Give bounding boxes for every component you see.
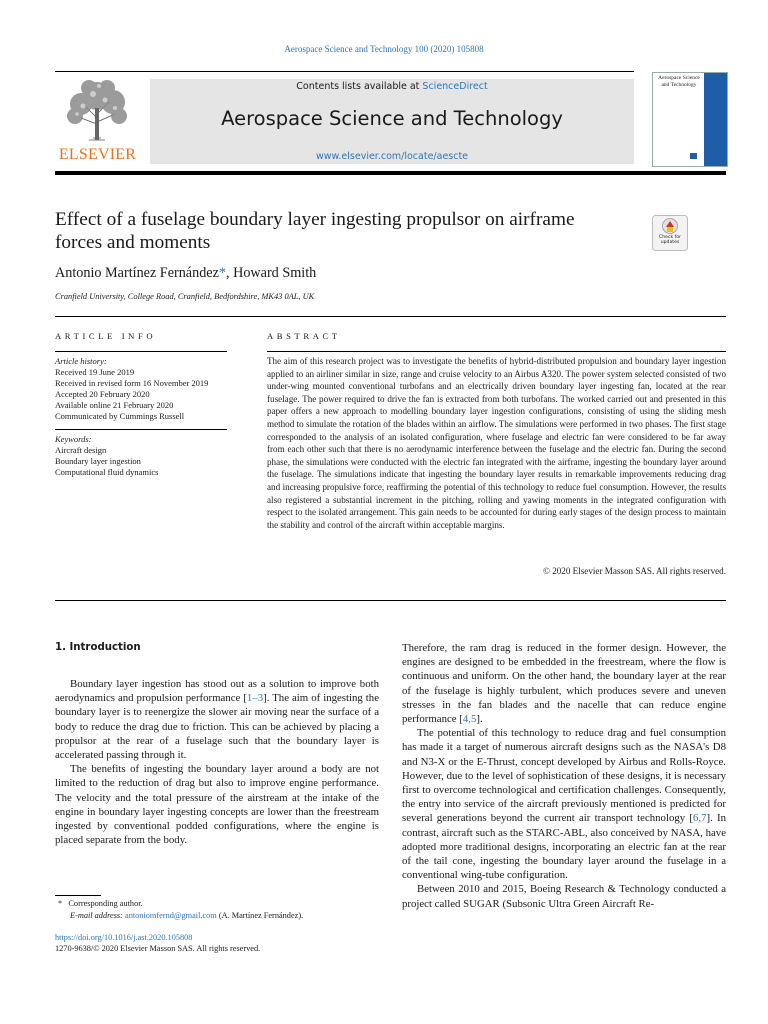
history-communicated: Communicated by Cummings Russell bbox=[55, 411, 185, 421]
paragraph-text: ]. bbox=[476, 713, 483, 726]
sciencedirect-link[interactable]: ScienceDirect bbox=[422, 81, 488, 92]
paragraph bbox=[402, 726, 726, 882]
elsevier-logo bbox=[55, 76, 140, 166]
corresponding-author-mark[interactable]: * bbox=[218, 265, 226, 281]
body-column-left bbox=[55, 677, 379, 847]
article-history bbox=[55, 356, 227, 422]
journal-title: Aerospace Science and Technology bbox=[221, 107, 563, 130]
contents-prefix: Contents lists available at bbox=[296, 81, 423, 92]
keywords bbox=[55, 434, 227, 478]
body-column-right bbox=[402, 641, 726, 911]
paragraph bbox=[402, 641, 726, 726]
email-link[interactable]: antoniomfernd@gmail.com bbox=[125, 911, 217, 920]
footnote-email bbox=[70, 911, 303, 920]
paragraph-text: The potential of this technology to reduce drag and fuel consumption has made it a target of numerous aircraft designs such as the NASA's D8 and N3-X or the E-Thrust, concept developed by Airbus and Rolls-Royce. However, due to the level of sophistication of these designs, it is necessary first to overcome technological and certification challenges. Consequently, the entry into service of the aircraft previously mentioned is predicted for several generations beyond the current air transport technology [ bbox=[402, 727, 726, 825]
footnote-rule bbox=[55, 895, 101, 896]
section-heading-introduction: 1. Introduction bbox=[55, 642, 141, 653]
paragraph bbox=[55, 677, 379, 762]
keywords-label: Keywords: bbox=[55, 434, 92, 444]
paragraph-text: Therefore, the ram drag is reduced in the former design. However, the engines are designed to be embedded in the freestream, where the flow is continuous and uniform. On the other hand, the boundary layer at the rear of the fuselage is highly turbulent, which produces severe and uneven stresses in the fan blades and the nacelle that can reduce engine performance [ bbox=[402, 642, 726, 726]
journal-citation-link[interactable]: Aerospace Science and Technology 100 (2020) 105808 bbox=[284, 44, 484, 54]
check-for-updates-label: Check for updates bbox=[659, 235, 681, 245]
paragraph-text: ]. The aim of ingesting the boundary layer is to reenergize the slower air moving near the surface of a body to reduce the drag due to friction. This can be achieved by placing a propulsor at the rear of a fuselage such that the boundary layer is accelerated passing through it. bbox=[55, 692, 379, 762]
author-2[interactable]: Howard Smith bbox=[233, 265, 317, 281]
cover-title: Aerospace Science and Technology bbox=[658, 75, 700, 88]
article-info-rule bbox=[55, 351, 227, 352]
journal-cover-thumbnail[interactable] bbox=[652, 72, 728, 167]
elsevier-wordmark: ELSEVIER bbox=[58, 146, 137, 163]
history-received: Received 19 June 2019 bbox=[55, 367, 135, 377]
affiliation-rule bbox=[55, 316, 726, 317]
paragraph-text: ]. In contrast, aircraft such as the STARC-ABL, also conceived by NASA, have adopted more traditional designs, incorporating an electric fan at the rear of the tail cone, ingesting the boundary layer around the fuselage in a conventional wing-tube configuration. bbox=[402, 812, 726, 882]
abstract-rule bbox=[267, 351, 726, 352]
contents-availability bbox=[150, 81, 634, 92]
citation-link[interactable]: 4,5 bbox=[462, 713, 477, 726]
keyword-item: Boundary layer ingestion bbox=[55, 456, 141, 466]
abstract-heading: ABSTRACT bbox=[267, 331, 341, 341]
abstract-text: The aim of this research project was to investigate the benefits of hybrid-distributed propulsion and boundary layer ingestion applied to an airliner similar in size, range and cruise velocity to an Airbus A320. The power system selected consisted of two under-wing mounted conventional turbofans and an electrically driven boundary layer ingesting fan, located at the rear fuselage. The power required to drive the fan is extracted from both turbofans. The worked carried out and presented in this paper offers a new approach to modelling boundary layer ingestion configurations, consisting of using the sliding mesh method to simulate the rotation of the blades within an airflow. The simulations were performed in two phases. The first stage corresponded to the analysis of an isolated configuration, where fuselage and electric fan were considered to be far away from each other such that there is no aerodynamic interference between the fuselage and the electric fan. During the second phase, the simulations were conducted with the electric fan integrated with the airframe, ingesting the boundary layer around the fuselage. The simulations indicate that ingesting the boundary layer results in remarkable improvements reducing drag and increasing propulsive force, reaffirming the potential of this technology to reduce fuel consumption. However, the results also registered a substantial increment in the pitching, rolling and yawing moments in the integrated configuration with respect to the isolated arrangement. This gain needs to be accounted for during early stages of the design process to maintain the stability and control of the aircraft within acceptable margins. bbox=[267, 356, 726, 530]
author-separator: , bbox=[225, 265, 234, 281]
abstract-end-rule bbox=[55, 600, 726, 601]
journal-url-link[interactable]: www.elsevier.com/locate/aescte bbox=[315, 151, 469, 162]
footnote-corresponding-text: Corresponding author. bbox=[68, 899, 143, 908]
elsevier-tree-icon bbox=[59, 78, 135, 142]
masthead-bottom-rule bbox=[55, 171, 726, 175]
history-label: Article history: bbox=[55, 356, 107, 366]
footnote-mark: * bbox=[58, 899, 63, 908]
paragraph: The benefits of ingesting the boundary layer around a body are not limited to the reduction of drag but also to improve engine performance. The velocity and the total pressure of the airstream at the intake of the engine in boundary layer ingesting concepts are lower than the freestream ingested by conventional podded configurations, where the engine is placed separate from the body. bbox=[55, 763, 379, 847]
paper-title: Effect of a fuselage boundary layer ingesting propulsor on airframe forces and moments bbox=[55, 209, 575, 253]
email-label: E-mail address: bbox=[70, 911, 123, 920]
authors bbox=[55, 265, 316, 282]
citation-link[interactable]: 6,7 bbox=[692, 812, 707, 825]
keyword-item: Aircraft design bbox=[55, 445, 107, 455]
article-info-heading: ARTICLE INFO bbox=[55, 331, 157, 341]
doi-link[interactable]: https://doi.org/10.1016/j.ast.2020.105808 bbox=[55, 933, 193, 942]
footnote-corresponding bbox=[58, 899, 143, 908]
keywords-rule bbox=[55, 429, 227, 430]
affiliation: Cranfield University, College Road, Cranfield, Bedfordshire, MK43 0AL, UK bbox=[55, 292, 315, 301]
check-for-updates-icon bbox=[652, 215, 688, 251]
history-revised: Received in revised form 16 November 2019 bbox=[55, 378, 209, 388]
paragraph-text: Boundary layer ingestion has stood out as a solution to improve both aerodynamics and propulsion performance [ bbox=[55, 678, 379, 705]
email-suffix: (A. Martínez Fernández). bbox=[216, 911, 304, 920]
check-for-updates-button[interactable] bbox=[652, 215, 688, 251]
abstract-copyright: © 2020 Elsevier Masson SAS. All rights reserved. bbox=[543, 566, 726, 576]
masthead-top-rule bbox=[55, 71, 634, 72]
author-1[interactable]: Antonio Martínez Fernández bbox=[55, 265, 219, 281]
citation-link[interactable]: 1–3 bbox=[246, 692, 264, 705]
cover-logo-mark bbox=[690, 153, 697, 159]
keyword-item: Computational fluid dynamics bbox=[55, 467, 159, 477]
paragraph: Between 2010 and 2015, Boeing Research & Technology conducted a project called SUGAR (Subsonic Ultra Green Aircraft Re- bbox=[402, 883, 726, 910]
history-online: Available online 21 February 2020 bbox=[55, 400, 174, 410]
issn-copyright: 1270-9638/© 2020 Elsevier Masson SAS. All rights reserved. bbox=[55, 944, 261, 953]
history-accepted: Accepted 20 February 2020 bbox=[55, 389, 150, 399]
